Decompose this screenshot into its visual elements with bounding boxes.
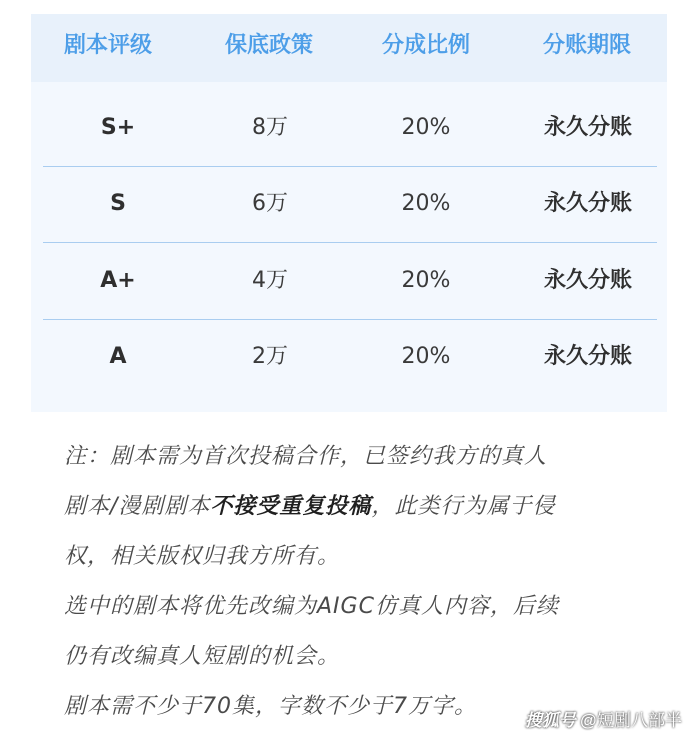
header-share-ratio: 分成比例 xyxy=(381,33,470,58)
note-text: 权，相关版权归我方所有。 xyxy=(64,544,341,569)
note-text: ，此类行为属于侵 xyxy=(371,494,556,519)
note-line xyxy=(64,432,674,482)
note-line xyxy=(64,582,674,632)
note-line xyxy=(64,632,674,682)
cell-grade: S xyxy=(110,191,126,216)
table-row xyxy=(43,243,657,320)
cell-share-ratio: 20% xyxy=(401,115,451,140)
cell-period: 永久分账 xyxy=(543,115,632,140)
header-grade: 剧本评级 xyxy=(63,33,152,58)
notes-section xyxy=(64,432,674,732)
header-min-guarantee: 保底政策 xyxy=(224,33,313,58)
table-row xyxy=(43,166,657,243)
cell-period: 永久分账 xyxy=(543,268,632,293)
cell-min-guarantee: 4万 xyxy=(252,268,288,293)
cell-min-guarantee: 8万 xyxy=(252,115,288,140)
cell-grade: S+ xyxy=(100,115,136,140)
note-line xyxy=(64,532,674,582)
note-line xyxy=(64,482,674,532)
cell-period: 永久分账 xyxy=(543,191,632,216)
cell-share-ratio: 20% xyxy=(401,344,451,369)
header-settlement-period: 分账期限 xyxy=(542,33,631,58)
note-text: 剧本/漫剧剧本 xyxy=(64,494,211,519)
note-text: 选中的剧本将优先改编为AIGC仿真人内容，后续 xyxy=(64,594,559,619)
note-text: 注：剧本需为首次投稿合作，已签约我方的真人 xyxy=(64,444,548,469)
cell-min-guarantee: 6万 xyxy=(252,191,288,216)
note-emphasis: 不接受重复投稿 xyxy=(210,494,372,519)
cell-period: 永久分账 xyxy=(543,344,632,369)
cell-grade: A+ xyxy=(100,268,136,293)
table-row xyxy=(43,90,657,167)
watermark xyxy=(525,706,682,731)
watermark-logo: 搜狐号 xyxy=(524,711,576,730)
note-text: 剧本需不少于70集，字数不少于7万字。 xyxy=(64,694,477,719)
rating-table xyxy=(31,14,667,412)
cell-share-ratio: 20% xyxy=(401,191,451,216)
table-header xyxy=(31,14,667,82)
table-row xyxy=(43,319,657,395)
watermark-text: @短剧八部半 xyxy=(579,711,682,730)
cell-grade: A xyxy=(109,344,127,369)
cell-share-ratio: 20% xyxy=(401,268,451,293)
cell-min-guarantee: 2万 xyxy=(252,344,288,369)
note-text: 仍有改编真人短剧的机会。 xyxy=(64,644,341,669)
